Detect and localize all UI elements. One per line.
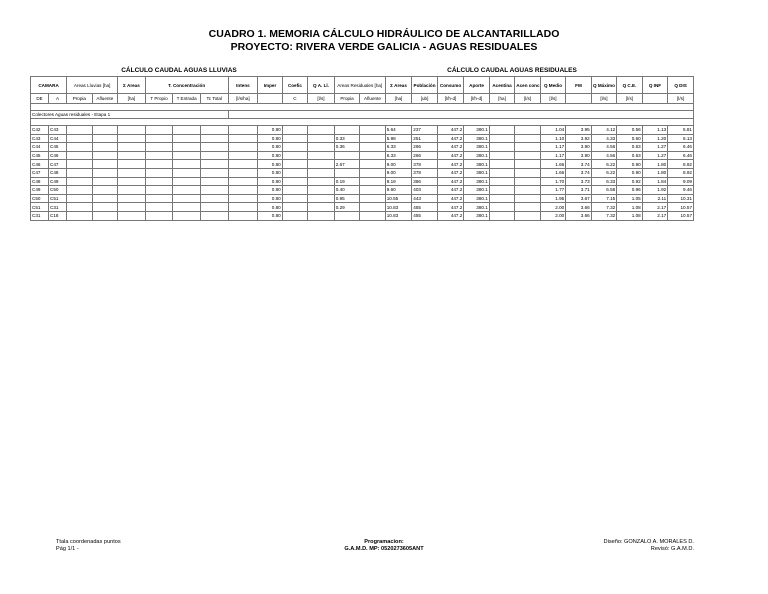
cell-qmed: 1.04 xyxy=(540,126,565,135)
cell-aporte: 380.1 xyxy=(464,143,489,152)
cell-de: C45 xyxy=(31,151,49,160)
cell-qinf: 2.17 xyxy=(642,211,667,220)
cell-pob: 403 xyxy=(412,186,437,195)
cell-qinf: 1.80 xyxy=(642,168,667,177)
cell-sum: 9.00 xyxy=(385,168,412,177)
cell-sum: 6.33 xyxy=(385,143,412,152)
cell-aporte: 380.1 xyxy=(464,160,489,169)
cell-qce: 0.90 xyxy=(617,168,642,177)
footer-right xyxy=(560,539,694,553)
cell-qce: 0.63 xyxy=(617,151,642,160)
cell-pob: 443 xyxy=(412,194,437,203)
header-c: C xyxy=(282,94,307,104)
cell-sum: 10.55 xyxy=(385,194,412,203)
header-poblacion: Población xyxy=(412,77,437,94)
cell-cons: 447.2 xyxy=(437,134,464,143)
cell-qdis: 10.57 xyxy=(668,211,694,220)
cell-fm: 3.74 xyxy=(566,168,591,177)
cell-fm: 3.90 xyxy=(566,143,591,152)
cell-de: C50 xyxy=(31,194,49,203)
programacion-label: Programacion: xyxy=(364,539,404,545)
cell-cons: 447.2 xyxy=(437,151,464,160)
cell-sum: 10.83 xyxy=(385,203,412,212)
cell-qinf: 1.92 xyxy=(642,186,667,195)
table-row xyxy=(31,143,694,152)
cell-qdis: 6.46 xyxy=(668,151,694,160)
cell-qce: 1.05 xyxy=(617,194,642,203)
header-ha-acen: [ha] xyxy=(489,94,514,104)
blank-row xyxy=(31,104,694,111)
header-l-s-qce: [l/s] xyxy=(617,94,642,104)
cell-sum: 9.19 xyxy=(385,177,412,186)
table-header-row-1 xyxy=(31,77,694,94)
calculation-table xyxy=(30,76,694,221)
cell-aporte: 380.1 xyxy=(464,134,489,143)
header-l-s-ha: [l/s/ha] xyxy=(228,94,258,104)
header-q-ce: Q C.E. xyxy=(617,77,642,94)
stage-row xyxy=(31,111,694,119)
cell-qinf: 1.13 xyxy=(642,126,667,135)
header-l-s: [l/s] xyxy=(308,94,335,104)
cell-de: C49 xyxy=(31,186,49,195)
cell-qdis: 5.81 xyxy=(668,126,694,135)
cell-sum: 9.60 xyxy=(385,186,412,195)
cell-aporte: 380.1 xyxy=(464,126,489,135)
header-q-a-ll: Q A. Ll. xyxy=(308,77,335,94)
cell-qmed: 1.10 xyxy=(540,134,565,143)
cell-sum: 6.33 xyxy=(385,151,412,160)
cell-a: C48 xyxy=(49,168,67,177)
cell-pob: 266 xyxy=(412,143,437,152)
header-l-s-qmed: [l/s] xyxy=(540,94,565,104)
table-row xyxy=(31,160,694,169)
footer-center xyxy=(300,539,468,553)
header-propia: Propia xyxy=(67,94,92,104)
table-row xyxy=(31,126,694,135)
header-intens: Intens xyxy=(228,77,258,94)
table-header-row-2 xyxy=(31,94,694,104)
cell-pob: 455 xyxy=(412,203,437,212)
cell-qce: 1.08 xyxy=(617,211,642,220)
cell-cons: 447.2 xyxy=(437,143,464,152)
cell-de: C51 xyxy=(31,203,49,212)
header-l-h-d-2: [l/h-d] xyxy=(464,94,489,104)
header-camara: CAMARA xyxy=(31,77,67,94)
cell-aporte: 380.1 xyxy=(464,203,489,212)
table-row xyxy=(31,151,694,160)
cell-aporte: 380.1 xyxy=(464,168,489,177)
cell-a: C18 xyxy=(49,211,67,220)
cell-qinf: 1.27 xyxy=(642,151,667,160)
cell-imper: 0.80 xyxy=(258,168,282,177)
cell-imper: 0.80 xyxy=(258,186,282,195)
section-title-residuales: CÁLCULO CAUDAL AGUAS RESIDUALES xyxy=(447,67,577,74)
cell-qinf: 1.20 xyxy=(642,134,667,143)
cell-qinf: 2.11 xyxy=(642,194,667,203)
cell-pob: 386 xyxy=(412,177,437,186)
header-t-concentracion: T. Concentración xyxy=(145,77,228,94)
cell-qdis: 9.46 xyxy=(668,186,694,195)
header-afluente-res: Afluente xyxy=(360,94,386,104)
header-l-s-acen: [l/s] xyxy=(515,94,540,104)
cell-qmax: 4.33 xyxy=(591,134,616,143)
cell-propia: 0.33 xyxy=(334,134,359,143)
cell-qdis: 6.13 xyxy=(668,134,694,143)
table-row xyxy=(31,134,694,143)
cell-qce: 0.96 xyxy=(617,186,642,195)
cell-de: C44 xyxy=(31,143,49,152)
cell-cons: 447.2 xyxy=(437,211,464,220)
cell-qmax: 7.32 xyxy=(591,211,616,220)
cell-qdis: 6.46 xyxy=(668,143,694,152)
header-imper: Imper xyxy=(258,77,282,94)
cell-cons: 447.2 xyxy=(437,168,464,177)
cell-qce: 1.08 xyxy=(617,203,642,212)
header-tc-total: Tc Total xyxy=(200,94,228,104)
section-title-lluvias: CÁLCULO CAUDAL AGUAS LLUVIAS xyxy=(121,67,237,74)
footer-note: Ttala coordenadas puntos xyxy=(56,539,121,545)
header-areas-lluvias: Areas Lluvias [ha] xyxy=(67,77,118,94)
cell-aporte: 380.1 xyxy=(464,177,489,186)
cell-de: C48 xyxy=(31,177,49,186)
cell-qmed: 1.77 xyxy=(540,186,565,195)
cell-cons: 447.2 xyxy=(437,194,464,203)
cell-a: C45 xyxy=(49,143,67,152)
cell-a: C51 xyxy=(49,194,67,203)
cell-qmax: 6.33 xyxy=(591,177,616,186)
cell-qmed: 2.00 xyxy=(540,203,565,212)
cell-propia: 0.40 xyxy=(334,186,359,195)
header-areas-residuales: Areas Residuales [ha] xyxy=(334,77,385,94)
header-ha: [ha] xyxy=(118,94,146,104)
cell-qdis: 10.57 xyxy=(668,203,694,212)
cell-qmax: 6.22 xyxy=(591,160,616,169)
cell-qinf: 1.84 xyxy=(642,177,667,186)
cell-qce: 0.90 xyxy=(617,160,642,169)
cell-propia xyxy=(334,151,359,160)
table-row xyxy=(31,186,694,195)
cell-qdis: 8.92 xyxy=(668,160,694,169)
cell-imper: 0.80 xyxy=(258,160,282,169)
cell-qmed: 1.66 xyxy=(540,160,565,169)
cell-de: C31 xyxy=(31,211,49,220)
cell-imper: 0.80 xyxy=(258,143,282,152)
cell-a: C49 xyxy=(49,177,67,186)
cell-cons: 447.2 xyxy=(437,160,464,169)
cell-qmed: 2.00 xyxy=(540,211,565,220)
cell-qmed: 1.17 xyxy=(540,151,565,160)
cell-fm: 3.73 xyxy=(566,177,591,186)
cell-pob: 378 xyxy=(412,160,437,169)
cell-qce: 0.63 xyxy=(617,143,642,152)
cell-a: C43 xyxy=(49,126,67,135)
cell-imper: 0.80 xyxy=(258,151,282,160)
header-aporte: Aporte xyxy=(464,77,489,94)
cell-fm: 3.67 xyxy=(566,194,591,203)
cell-qmax: 6.58 xyxy=(591,186,616,195)
cell-pob: 266 xyxy=(412,151,437,160)
cell-propia: 0.36 xyxy=(334,143,359,152)
cell-imper: 0.80 xyxy=(258,203,282,212)
cell-sum: 10.83 xyxy=(385,211,412,220)
header-a: A xyxy=(49,94,67,104)
cell-propia xyxy=(334,168,359,177)
cell-fm: 3.66 xyxy=(566,203,591,212)
cell-imper: 0.80 xyxy=(258,194,282,203)
cell-imper: 0.80 xyxy=(258,126,282,135)
cell-propia: 0.29 xyxy=(334,203,359,212)
cell-a: C50 xyxy=(49,186,67,195)
header-consumo: Consumo xyxy=(437,77,464,94)
cell-propia: 2.67 xyxy=(334,160,359,169)
cell-fm: 3.66 xyxy=(566,211,591,220)
header-afluente: Afluente xyxy=(92,94,118,104)
header-propia-res: Propia xyxy=(334,94,359,104)
cell-sum: 5.64 xyxy=(385,126,412,135)
header-ha-res: [ha] xyxy=(385,94,412,104)
footer-left xyxy=(56,539,121,553)
cell-imper: 0.80 xyxy=(258,134,282,143)
header-sum-areas-res: Σ Areas xyxy=(385,77,412,94)
cell-aporte: 380.1 xyxy=(464,194,489,203)
header-acentina: Acentina xyxy=(489,77,514,94)
cell-pob: 455 xyxy=(412,211,437,220)
cell-qmax: 7.32 xyxy=(591,203,616,212)
cell-qdis: 10.31 xyxy=(668,194,694,203)
cell-propia xyxy=(334,126,359,135)
cell-qmed: 1.70 xyxy=(540,177,565,186)
cell-qmax: 4.56 xyxy=(591,143,616,152)
header-t-propio: T Propio xyxy=(145,94,173,104)
header-q-inf: Q INF xyxy=(642,77,667,94)
cell-qmax: 7.15 xyxy=(591,194,616,203)
cell-cons: 447.2 xyxy=(437,203,464,212)
header-sum-areas: Σ Areas xyxy=(118,77,146,94)
cell-qinf: 2.17 xyxy=(642,203,667,212)
cell-qce: 0.92 xyxy=(617,177,642,186)
table-row xyxy=(31,177,694,186)
cell-cons: 447.2 xyxy=(437,126,464,135)
cell-propia: 0.19 xyxy=(334,177,359,186)
header-q-dis: Q DIS xyxy=(668,77,694,94)
page-number: Pág 1/1 - xyxy=(56,546,79,552)
cell-aporte: 380.1 xyxy=(464,211,489,220)
cell-a: C46 xyxy=(49,151,67,160)
cell-pob: 251 xyxy=(412,134,437,143)
cell-qmax: 4.12 xyxy=(591,126,616,135)
project-title: PROYECTO: RIVERA VERDE GALICIA - AGUAS RESIDUALES xyxy=(230,41,538,53)
header-coefic: Coefic xyxy=(282,77,307,94)
cell-a: C31 xyxy=(49,203,67,212)
cell-qdis: 9.09 xyxy=(668,177,694,186)
header-q-medio: Q Medio xyxy=(540,77,565,94)
design-credit: Diseño: GONZALO A. MORALES D. xyxy=(603,539,694,545)
table-row xyxy=(31,203,694,212)
header-l-h-d: [l/h-d] xyxy=(437,94,464,104)
cell-fm: 3.90 xyxy=(566,151,591,160)
cell-qmed: 1.66 xyxy=(540,168,565,177)
cell-qmax: 4.56 xyxy=(591,151,616,160)
cell-qinf: 1.80 xyxy=(642,160,667,169)
cell-pob: 237 xyxy=(412,126,437,135)
header-t-entrada: T Entrada xyxy=(173,94,201,104)
header-fm: FM xyxy=(566,77,591,94)
blank-row xyxy=(31,119,694,126)
cell-qdis: 8.92 xyxy=(668,168,694,177)
review-credit: Revisó: G.A.M.D. xyxy=(650,546,694,552)
cell-sum: 5.98 xyxy=(385,134,412,143)
cell-cons: 447.2 xyxy=(437,177,464,186)
table-row xyxy=(31,168,694,177)
header-l-s-qmax: [l/s] xyxy=(591,94,616,104)
header-q-maximo: Q Máximo xyxy=(591,77,616,94)
cell-propia: 0.95 xyxy=(334,194,359,203)
cell-fm: 3.74 xyxy=(566,160,591,169)
cell-qmed: 1.17 xyxy=(540,143,565,152)
cell-fm: 3.71 xyxy=(566,186,591,195)
cell-a: C47 xyxy=(49,160,67,169)
cell-qce: 0.60 xyxy=(617,134,642,143)
cell-fm: 3.95 xyxy=(566,126,591,135)
cell-de: C43 xyxy=(31,134,49,143)
document-title: CUADRO 1. MEMORIA CÁLCULO HIDRÁULICO DE ALCANTARILLADO xyxy=(208,28,560,40)
cell-de: C47 xyxy=(31,168,49,177)
data-rows xyxy=(31,126,694,221)
cell-imper: 0.80 xyxy=(258,177,282,186)
cell-pob: 378 xyxy=(412,168,437,177)
header-l-s-qdis: [l/s] xyxy=(668,94,694,104)
cell-aporte: 380.1 xyxy=(464,186,489,195)
cell-cons: 447.2 xyxy=(437,186,464,195)
cell-de: C42 xyxy=(31,126,49,135)
stage-label: Colectores Aguas residuales - Etapa 1 xyxy=(31,111,229,119)
cell-propia xyxy=(334,211,359,220)
header-de: DE xyxy=(31,94,49,104)
cell-aporte: 380.1 xyxy=(464,151,489,160)
cell-fm: 3.92 xyxy=(566,134,591,143)
cell-qmed: 1.95 xyxy=(540,194,565,203)
header-acen-conc: Acen conc xyxy=(515,77,540,94)
cell-qce: 0.56 xyxy=(617,126,642,135)
header-hab: [ub] xyxy=(412,94,437,104)
cell-qmax: 6.22 xyxy=(591,168,616,177)
cell-a: C44 xyxy=(49,134,67,143)
table-row xyxy=(31,194,694,203)
cell-de: C46 xyxy=(31,160,49,169)
cell-imper: 0.80 xyxy=(258,211,282,220)
cell-qinf: 1.27 xyxy=(642,143,667,152)
programacion-author: G.A.M.D. MP: 0520273605ANT xyxy=(344,546,424,552)
cell-sum: 9.00 xyxy=(385,160,412,169)
table-row xyxy=(31,211,694,220)
